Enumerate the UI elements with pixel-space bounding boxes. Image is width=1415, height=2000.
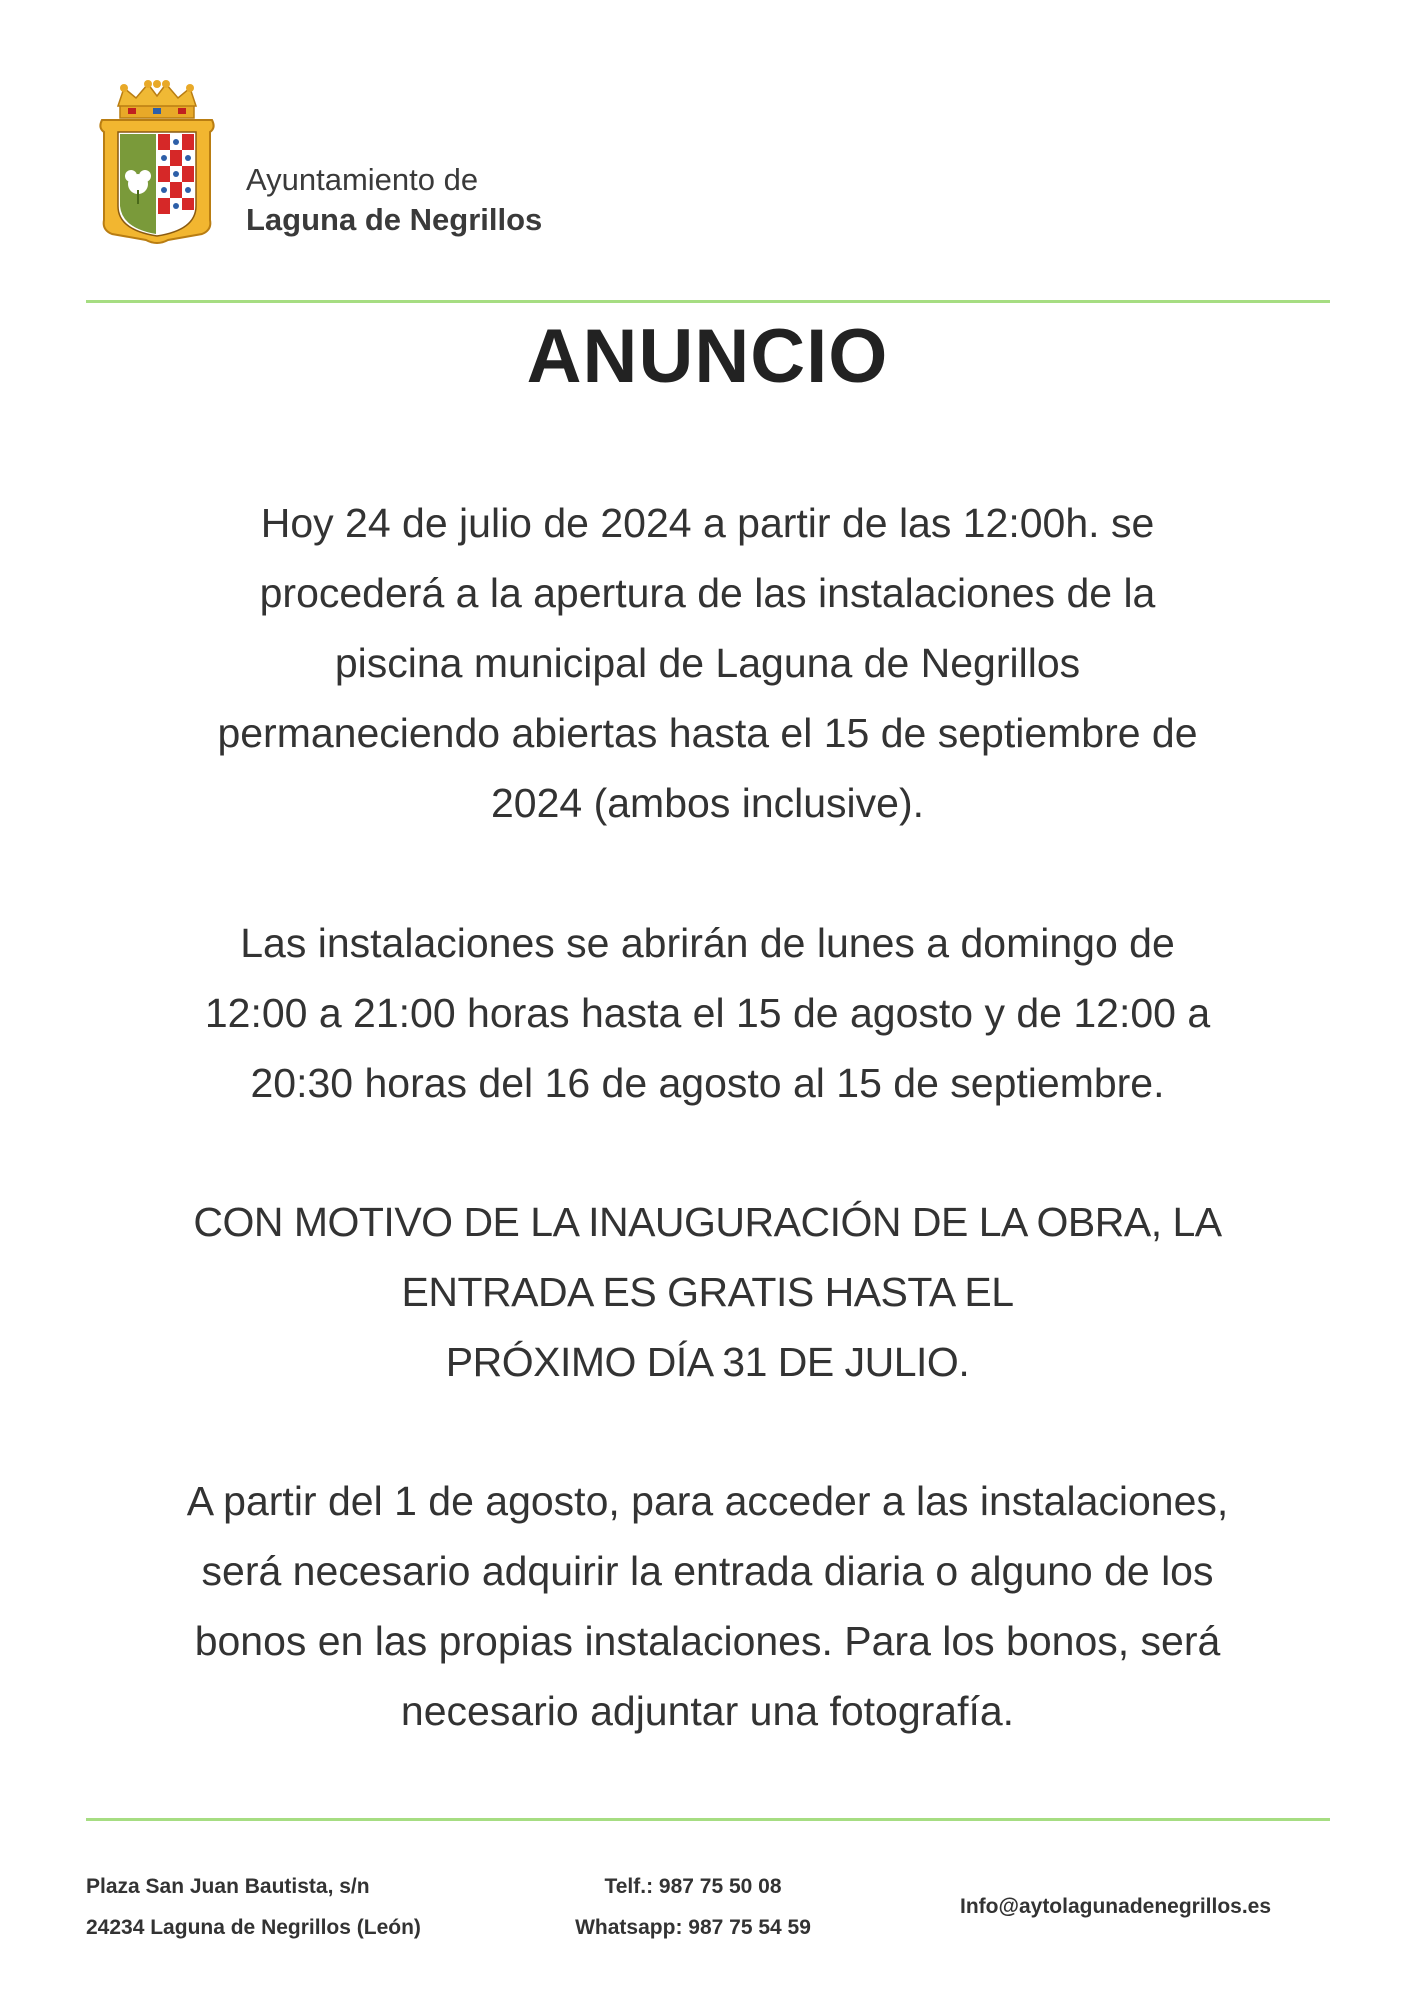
- top-divider: [86, 300, 1330, 303]
- address-line: Plaza San Juan Bautista, s/n: [86, 1875, 370, 1898]
- text-line: 20:30 horas del 16 de agosto al 15 de septiembre.: [250, 1060, 1165, 1106]
- organization-name: [246, 160, 542, 240]
- paragraph-schedule: [60, 908, 1355, 1118]
- org-name-line1: Ayuntamiento de: [246, 162, 479, 197]
- paragraph-tickets: [60, 1466, 1355, 1746]
- text-line: necesario adjuntar una fotografía.: [400, 1688, 1015, 1734]
- text-line: 2024 (ambos inclusive).: [491, 780, 924, 826]
- text-line: 12:00 a 21:00 horas hasta el 15 de agosto y de 12:00 a: [204, 990, 1211, 1036]
- paragraph-opening: [60, 488, 1355, 838]
- footer-contact: [548, 1866, 838, 1948]
- text-line: permaneciendo abiertas hasta el 15 de septiembre de: [217, 710, 1198, 756]
- text-line: PRÓXIMO DÍA 31 DE JULIO.: [445, 1339, 970, 1385]
- text-line: piscina municipal de Laguna de Negrillos: [334, 640, 1081, 686]
- text-line: bonos en las propias instalaciones. Para los bonos, será: [194, 1618, 1221, 1664]
- bottom-divider: [86, 1818, 1330, 1821]
- footer-email: [960, 1886, 1271, 1927]
- municipal-crest-icon: [98, 80, 216, 246]
- email-address: Info@aytolagunadenegrillos.es: [960, 1895, 1272, 1918]
- whatsapp-number: Whatsapp: 987 75 54 59: [575, 1916, 811, 1939]
- text-line: procederá a la apertura de las instalaciones de la: [259, 570, 1156, 616]
- page-title: ANUNCIO: [526, 314, 889, 399]
- text-line: A partir del 1 de agosto, para acceder a las instalaciones,: [186, 1478, 1229, 1524]
- phone-number: Telf.: 987 75 50 08: [604, 1875, 782, 1898]
- text-line: CON MOTIVO DE LA INAUGURACIÓN DE LA OBRA, LA: [193, 1199, 1222, 1245]
- address-line: 24234 Laguna de Negrillos (León): [86, 1916, 421, 1939]
- text-line: será necesario adquirir la entrada diaria o alguno de los: [201, 1548, 1214, 1594]
- text-line: ENTRADA ES GRATIS HASTA EL: [401, 1269, 1014, 1315]
- paragraph-free-entry: [60, 1187, 1355, 1397]
- header: [98, 80, 998, 250]
- footer-address: [86, 1866, 421, 1948]
- org-name-line2: Laguna de Negrillos: [246, 202, 543, 237]
- text-line: Hoy 24 de julio de 2024 a partir de las 12:00h. se: [260, 500, 1155, 546]
- text-line: Las instalaciones se abrirán de lunes a domingo de: [240, 920, 1175, 966]
